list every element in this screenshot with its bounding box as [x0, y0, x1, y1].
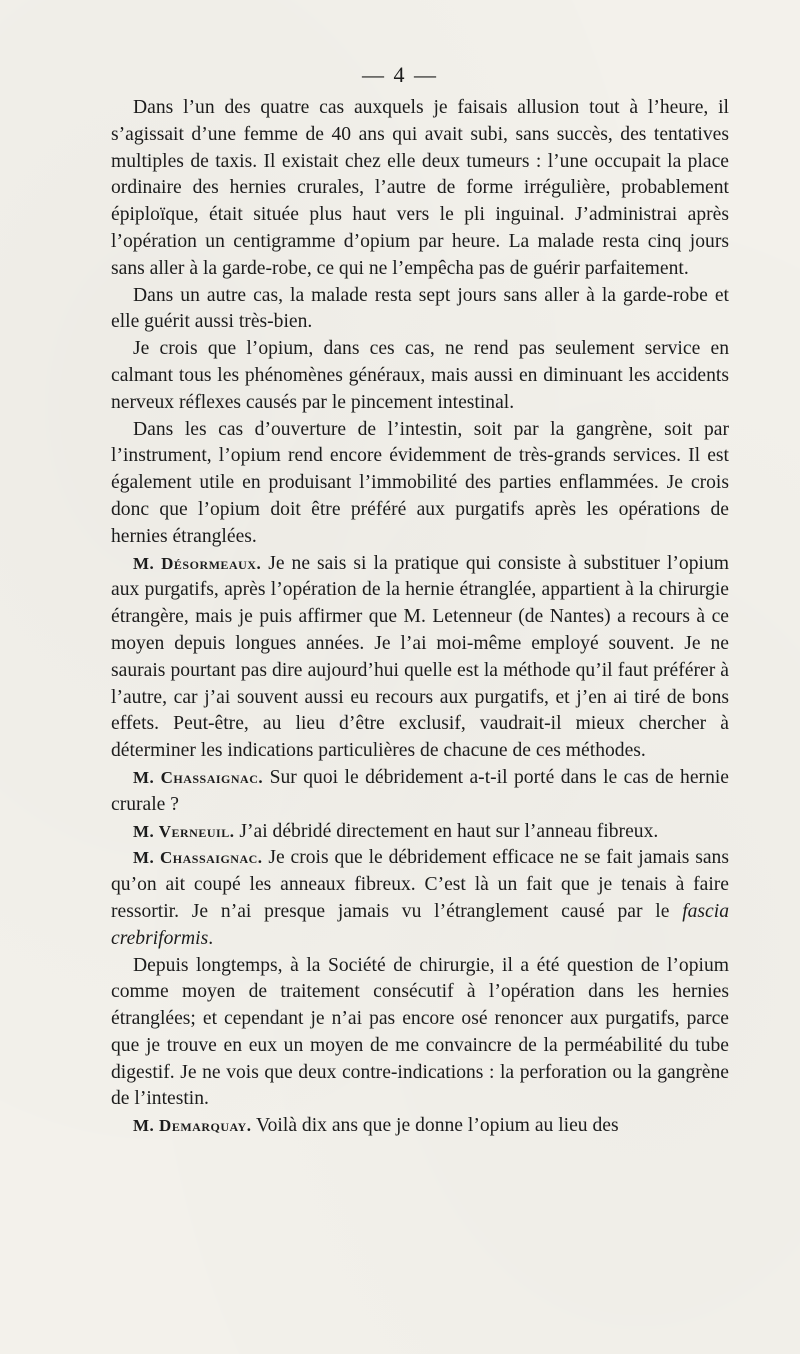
paragraph-7	[111, 819, 729, 846]
speaker-name: M. Verneuil.	[133, 821, 235, 841]
speech-text: J’ai débridé directement en haut sur l’anneau fibreux.	[239, 820, 659, 842]
paragraph-1: Dans l’un des quatre cas auxquels je faisais allusion tout à l’heure, il s’agissait d’une femme de 40 ans qui avait subi, sans succès, des tentatives multiples de taxis. Il existait chez elle deux tumeurs : l’une occupait la place ordinaire des hernies crurales, l’autre de forme irrégulière, probablement épiploïque, était située plus haut vers le pli inguinal. J’administrai après l’opération un centigramme d’opium par heure. La malade resta cinq jours sans aller à la garde-robe, ce qui ne l’empêcha pas de guérir parfaitement.	[111, 97, 729, 279]
paragraph-9: Depuis longtemps, à la Société de chirurgie, il a été question de l’opium comme moyen de traitement consécutif à l’opération dans les hernies étranglées; et cependant je n’ai pas encore osé renoncer aux purgatifs, parce que je trouve en eux un moyen de me convaincre de la perméabilité du tube digestif. Je ne vois que deux contre-indications : la perforation ou la gangrène de l’intestin.	[111, 954, 729, 1110]
paragraph-8	[111, 845, 729, 952]
page-number: — 4 —	[362, 62, 438, 87]
speaker-name: M. Chassaignac.	[133, 848, 263, 868]
paragraph-5	[111, 551, 729, 765]
paragraph-6	[111, 765, 729, 819]
italic-term: fascia crebriformis	[111, 900, 729, 949]
paragraph-2: Dans un autre cas, la malade resta sept jours sans aller à la garde-robe et elle guérit aussi très-bien.	[111, 284, 729, 333]
paragraph-4: Dans les cas d’ouverture de l’intestin, soit par la gangrène, soit par l’instrument, l’opium rend encore évidemment de très-grands services. Il est également utile en produisant l’immobilité des parties enflammées. Je crois donc que l’opium doit être préféré aux purgatifs après les opérations de hernies étranglées.	[111, 418, 729, 547]
speech-text: Sur quoi le débridement a-t-il porté dans le cas de hernie crurale ?	[111, 766, 730, 815]
speech-text: Voilà dix ans que je donne l’opium au lieu des	[256, 1115, 619, 1137]
speech-text-end: .	[208, 927, 214, 949]
speaker-name: M. Chassaignac.	[133, 767, 264, 787]
paragraph-3: Je crois que l’opium, dans ces cas, ne rend pas seulement service en calmant tous les phénomènes généraux, mais aussi en diminuant les accidents nerveux réflexes causés par le pincement intestinal.	[111, 338, 729, 413]
speaker-name: M. Demarquay.	[133, 1116, 252, 1136]
body-text	[111, 95, 729, 1140]
speech-text: Je crois que le débridement efficace ne se fait jamais sans qu’on ait coupé les anneaux fibreux. C’est là un fait que je tenais à faire ressortir. Je n’ai presque jamais vu l’étranglement causé par le	[111, 847, 729, 922]
speaker-name: M. Désormeaux.	[133, 553, 262, 573]
paragraph-10	[111, 1113, 729, 1140]
speech-text: Je ne sais si la pratique qui consiste à substituer l’opium aux purgatifs, après l’opération de la hernie étranglée, appartient à la chirurgie étrangère, mais je puis affirmer que M. Letenneur (de Nantes) a recours à ce moyen depuis longues années. Je l’ai moi-même employé souvent. Je ne saurais pourtant pas dire aujourd’hui quelle est la méthode qu’il faut préférer à l’autre, car j’ai souvent aussi eu recours aux purgatifs, et j’en ai tiré de bons effets. Peut-être, au lieu d’être exclusif, vaudrait-il mieux chercher à déterminer les indications particulières de chacune de ces méthodes.	[111, 552, 729, 762]
